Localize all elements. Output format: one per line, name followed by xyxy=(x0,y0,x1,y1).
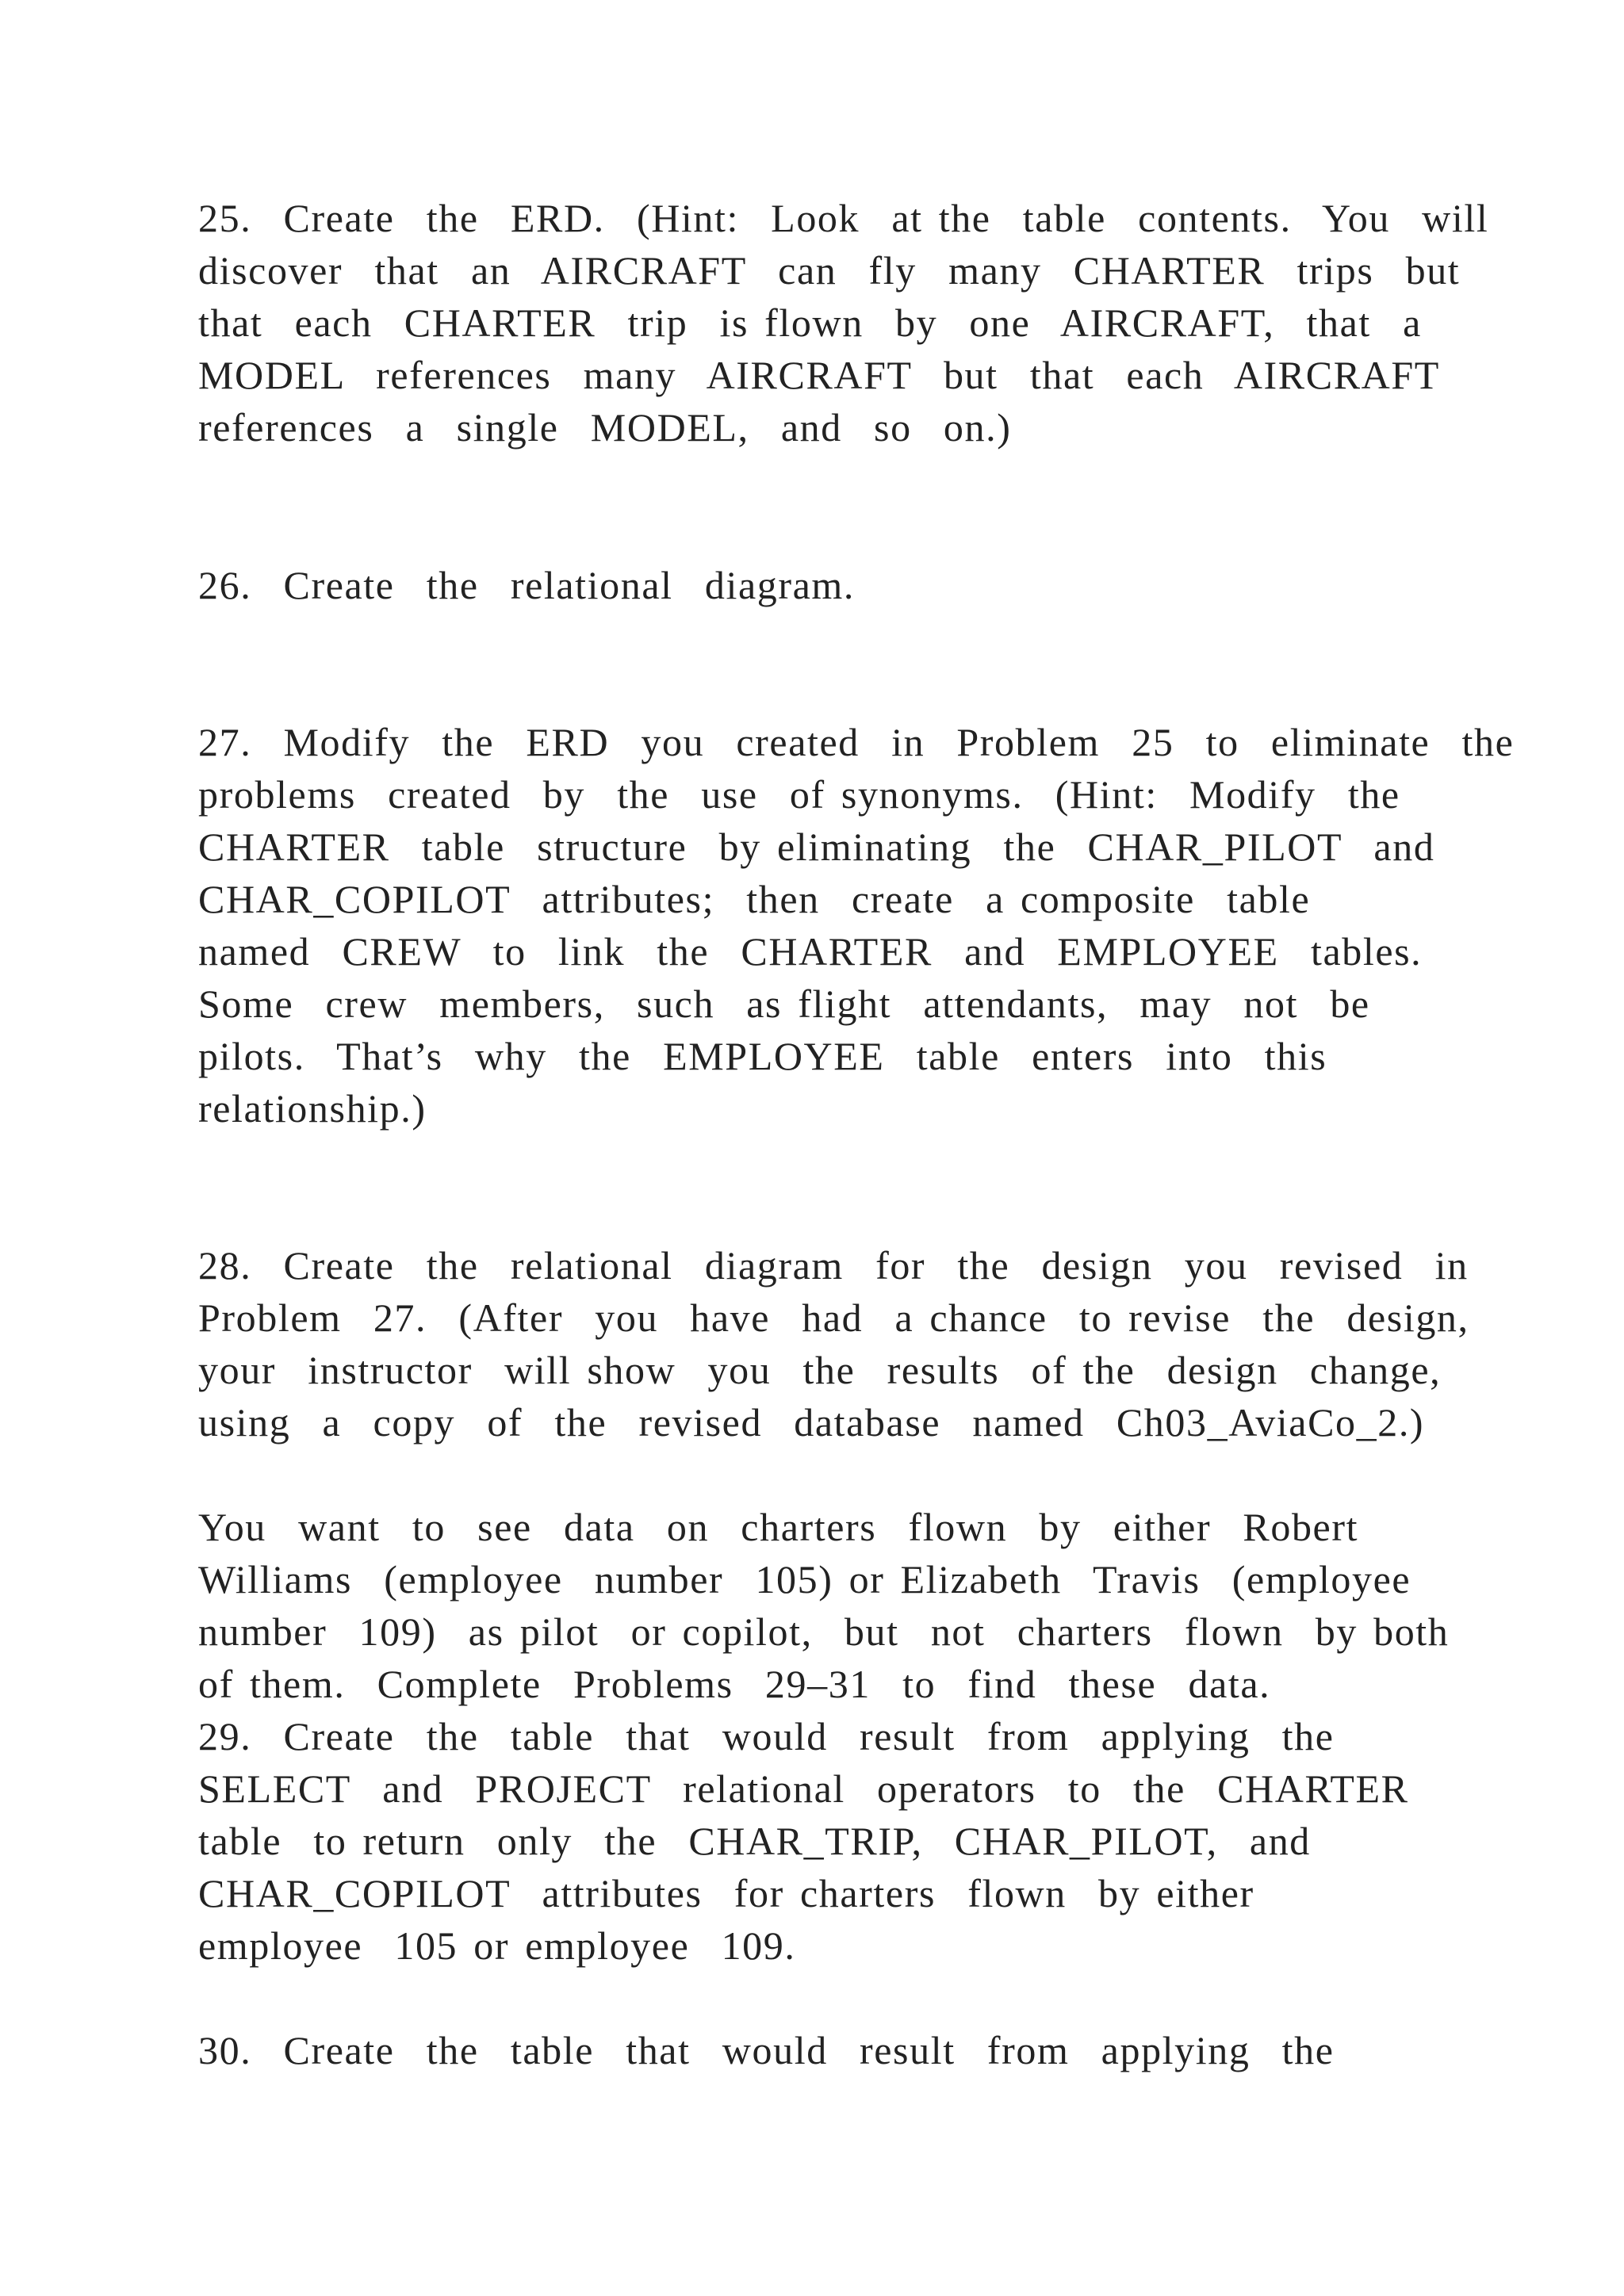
text-line: of them. Complete Problems 29–31 to find these data. xyxy=(198,1662,1271,1706)
text-line: employee 105 or employee 109. xyxy=(198,1923,796,1968)
text-line: Some crew members, such as flight attendants, may not be xyxy=(198,982,1370,1026)
text-line: 28. Create the relational diagram for the design you revised in xyxy=(198,1243,1469,1288)
text-line: table to return only the CHAR_TRIP, CHAR_PILOT, and xyxy=(198,1819,1311,1863)
text-line: using a copy of the revised database named Ch03_AviaCo_2.) xyxy=(198,1400,1425,1445)
text-line: 25. Create the ERD. (Hint: Look at the table contents. You will xyxy=(198,196,1489,240)
text-line: that each CHARTER trip is flown by one AIRCRAFT, that a xyxy=(198,300,1422,345)
text-line: You want to see data on charters flown by either Robert xyxy=(198,1505,1359,1549)
text-line: 29. Create the table that would result from applying the xyxy=(198,1714,1335,1758)
text-line: CHAR_COPILOT attributes; then create a composite table xyxy=(198,877,1311,921)
text-line: Williams (employee number 105) or Elizabeth Travis (employee xyxy=(198,1557,1411,1601)
text-line: problems created by the use of synonyms. (Hint: Modify the xyxy=(198,772,1400,817)
text-line: 30. Create the table that would result from applying the xyxy=(198,2028,1335,2072)
text-line: SELECT and PROJECT relational operators to the CHARTER xyxy=(198,1766,1409,1811)
text-line: discover that an AIRCRAFT can fly many CHARTER trips but xyxy=(198,248,1461,293)
text-line: Problem 27. (After you have had a chance to revise the design, xyxy=(198,1295,1469,1340)
text-line: relationship.) xyxy=(198,1086,427,1131)
text-line: 27. Modify the ERD you created in Problem 25 to eliminate the xyxy=(198,720,1515,764)
text-line: CHAR_COPILOT attributes for charters flown by either xyxy=(198,1871,1254,1915)
text-line: your instructor will show you the results of the design change, xyxy=(198,1348,1442,1392)
text-line: number 109) as pilot or copilot, but not charters flown by both xyxy=(198,1609,1450,1654)
text-line: MODEL references many AIRCRAFT but that each AIRCRAFT xyxy=(198,353,1440,397)
text-line: pilots. That’s why the EMPLOYEE table enters into this xyxy=(198,1034,1327,1078)
text-line: references a single MODEL, and so on.) xyxy=(198,405,1012,450)
text-line: CHARTER table structure by eliminating the CHAR_PILOT and xyxy=(198,825,1435,869)
text-line: 26. Create the relational diagram. xyxy=(198,563,855,607)
text-line: named CREW to link the CHARTER and EMPLOYEE tables. xyxy=(198,929,1423,974)
